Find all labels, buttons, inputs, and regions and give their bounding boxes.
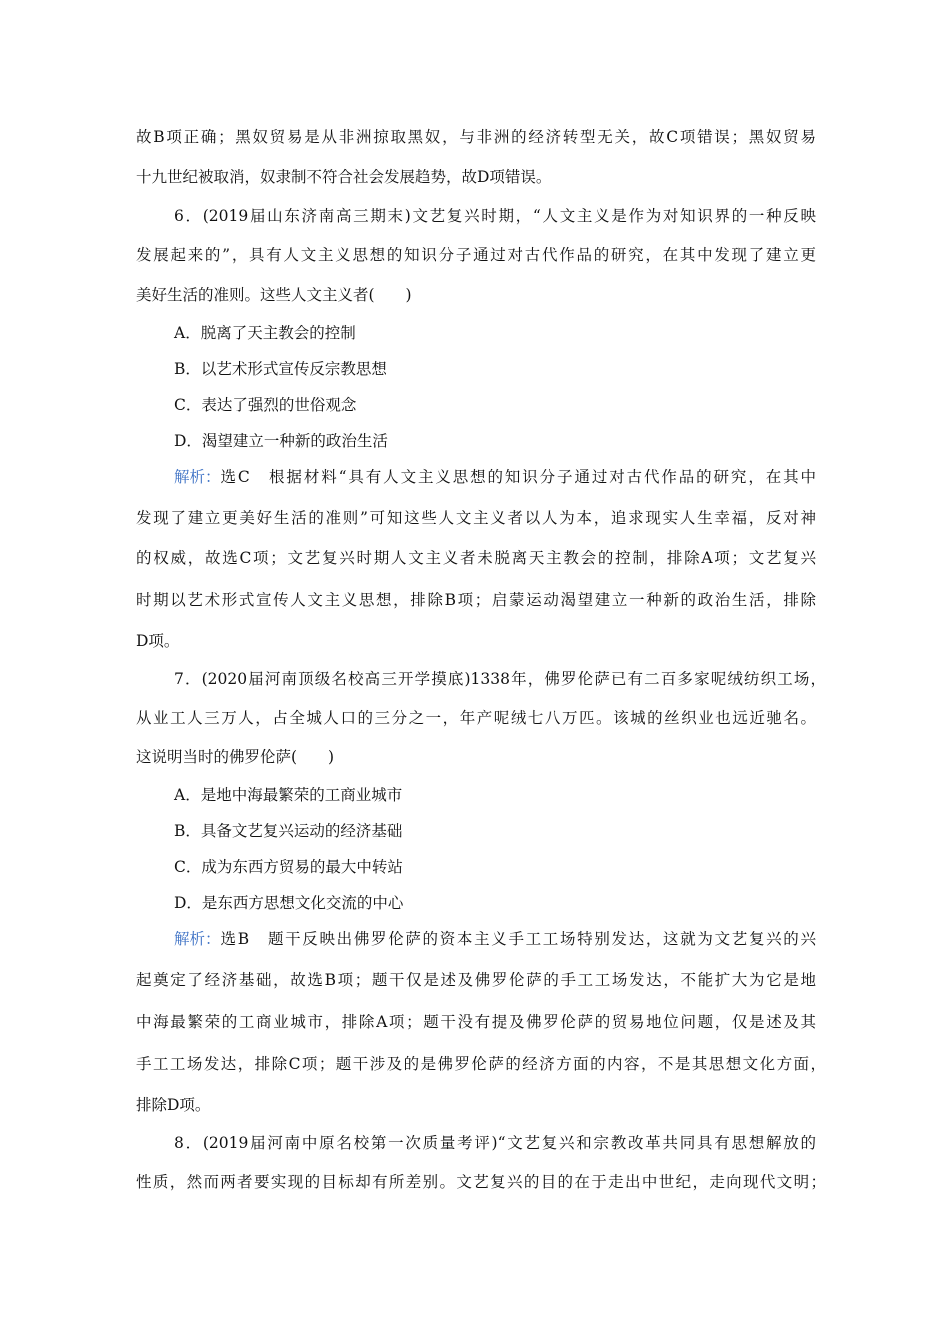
analysis-line: 发现了建立更美好生活的准则”可知这些人文主义者以人为本，追求现实人生幸福，反对神 [136, 509, 816, 527]
question-7-option-d: D．是东西方思想文化交流的中心 [174, 894, 404, 912]
question-6-stem: 美好生活的准则。这些人文主义者( ) [136, 286, 412, 304]
paragraph-line: 十九世纪被取消，奴隶制不符合社会发展趋势，故D项错误。 [136, 168, 552, 186]
paragraph-line: 故B项正确；黑奴贸易是从非洲掠取黑奴，与非洲的经济转型无关，故C项错误；黑奴贸易 [136, 128, 816, 146]
analysis-line: 排除D项。 [136, 1096, 211, 1114]
question-6-stem: 发展起来的”，具有人文主义思想的知识分子通过对古代作品的研究，在其中发现了建立更 [136, 246, 816, 264]
question-8-stem: 性质，然而两者要实现的目标却有所差别。文艺复兴的目的在于走出中世纪，走向现代文明； [136, 1173, 826, 1191]
analysis-line: 手工工场发达，排除C项；题干涉及的是佛罗伦萨的经济方面的内容，不是其思想文化方面， [136, 1055, 826, 1073]
analysis-label: 解析： [174, 468, 221, 486]
analysis-line: 中海最繁荣的工商业城市，排除A项；题干没有提及佛罗伦萨的贸易地位问题，仅是述及其 [136, 1013, 816, 1031]
question-6-option-a: A．脱离了天主教会的控制 [174, 324, 356, 342]
question-7-option-b: B．具备文艺复兴运动的经济基础 [174, 822, 403, 840]
question-6-option-c: C．表达了强烈的世俗观念 [174, 396, 357, 414]
analysis-line: 时期以艺术形式宣传人文主义思想，排除B项；启蒙运动渴望建立一种新的政治生活，排除 [136, 591, 816, 609]
question-6-option-d: D．渴望建立一种新的政治生活 [174, 432, 388, 450]
question-8-stem: 8．(2019届河南中原名校第一次质量考评)“文艺复兴和宗教改革共同具有思想解放的 [174, 1134, 816, 1152]
question-7-option-c: C．成为东西方贸易的最大中转站 [174, 858, 403, 876]
question-6-analysis [174, 467, 816, 487]
question-7-stem: 7．(2020届河南顶级名校高三开学摸底)1338年，佛罗伦萨已有二百多家呢绒纺织工场， [174, 670, 826, 688]
analysis-label: 解析： [174, 930, 221, 948]
question-7-analysis [174, 929, 816, 949]
question-7-stem: 这说明当时的佛罗伦萨( ) [136, 748, 335, 766]
question-6-stem: 6．(2019届山东济南高三期末)文艺复兴时期，“人文主义是作为对知识界的一种反映 [174, 207, 816, 225]
question-7-option-a: A．是地中海最繁荣的工商业城市 [174, 786, 403, 804]
analysis-text: 选C 根据材料“具有人文主义思想的知识分子通过对古代作品的研究，在其中 [220, 468, 816, 486]
question-6-option-b: B．以艺术形式宣传反宗教思想 [174, 360, 387, 378]
analysis-text: 选B 题干反映出佛罗伦萨的资本主义手工工场特别发达，这就为文艺复兴的兴 [220, 930, 816, 948]
analysis-line: D项。 [136, 632, 180, 650]
question-7-stem: 从业工人三万人，占全城人口的三分之一，年产呢绒七八万匹。该城的丝织业也远近驰名。 [136, 709, 816, 727]
analysis-line: 起奠定了经济基础，故选B项；题干仅是述及佛罗伦萨的手工工场发达，不能扩大为它是地 [136, 971, 816, 989]
analysis-line: 的权威，故选C项；文艺复兴时期人文主义者未脱离天主教会的控制，排除A项；文艺复兴 [136, 549, 816, 567]
